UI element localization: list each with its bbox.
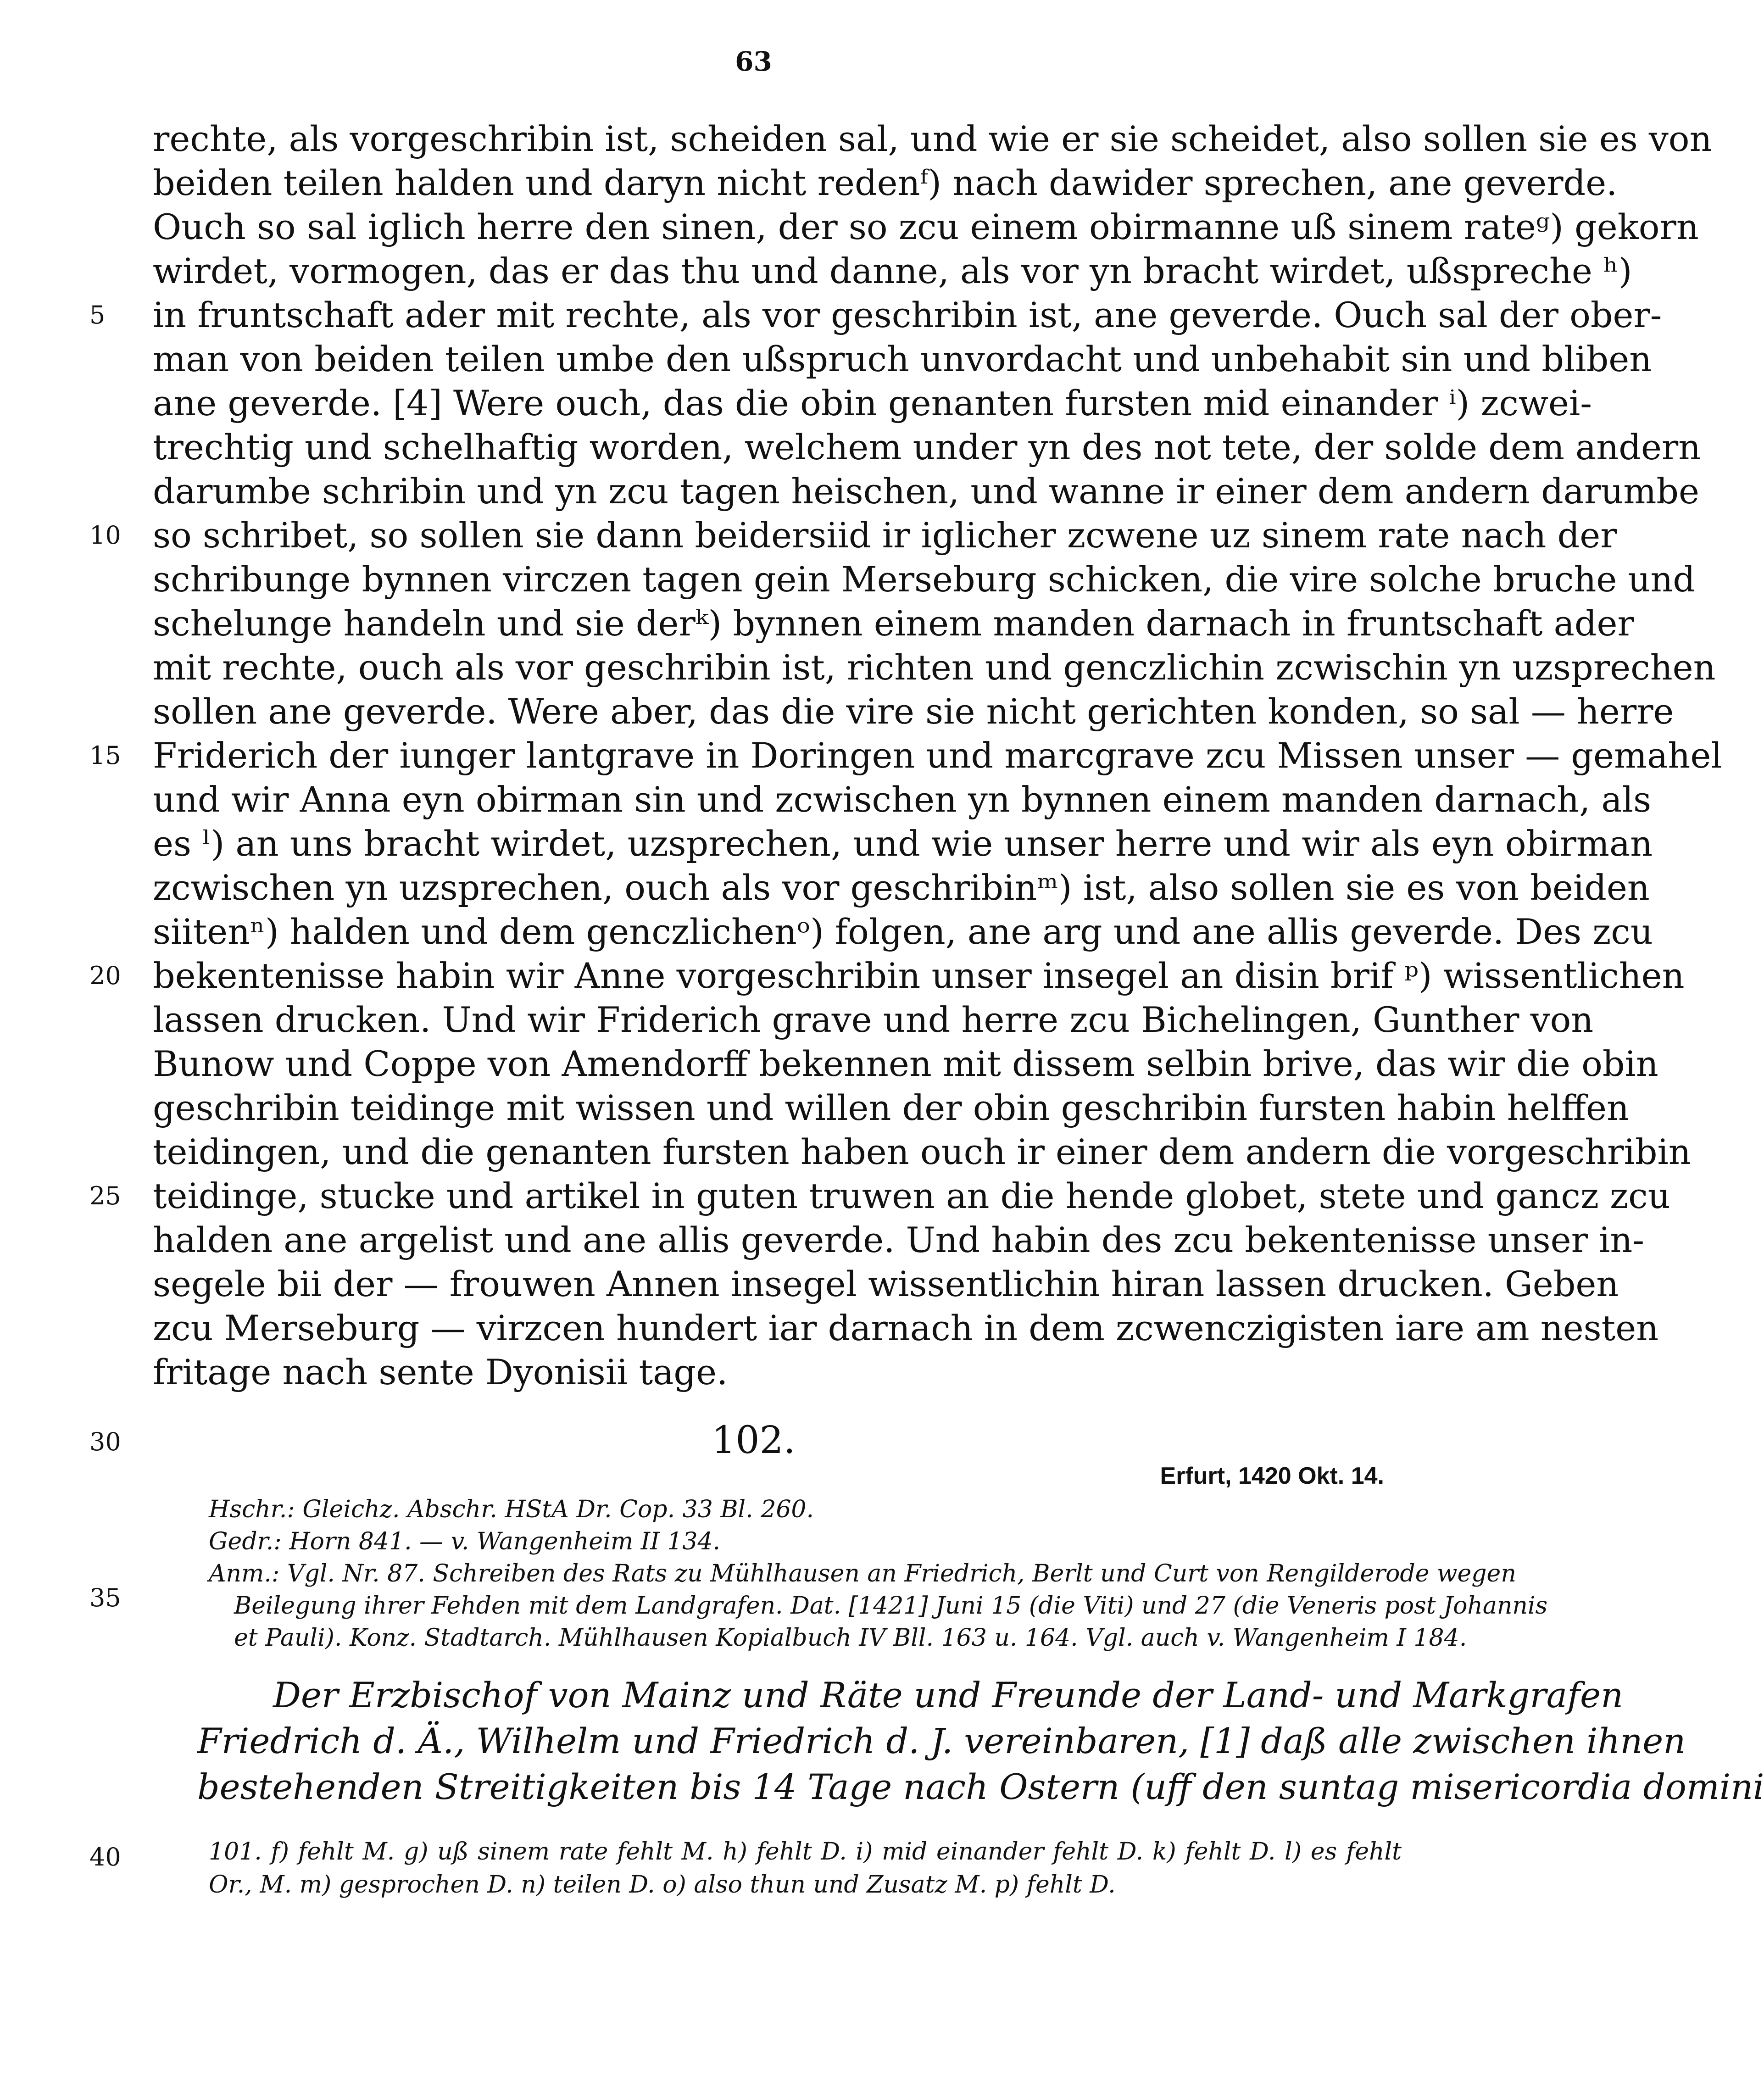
text-line: darumbe schribin und yn zcu tagen heischen, und wanne ir einer dem andern darumbe bbox=[153, 471, 1700, 512]
manuscript-note: Hschr.: Gleichz. Abschr. HStA Dr. Cop. 33 Bl. 260. bbox=[209, 1496, 814, 1523]
document-place-date: Erfurt, 1420 Okt. 14. bbox=[1160, 1463, 1384, 1489]
text-line: bekentenisse habin wir Anne vorgeschribin unser insegel an disin brif ᵖ) wissentlichen bbox=[153, 955, 1685, 996]
text-line: trechtig und schelhaftig worden, welchem under yn des not tete, der solde dem andern bbox=[153, 427, 1701, 468]
text-line: rechte, als vorgeschribin ist, scheiden sal, und wie er sie scheidet, also sollen sie es von bbox=[153, 118, 1712, 159]
text-line: beiden teilen halden und daryn nicht redenᶠ) nach dawider sprechen, ane geverde. bbox=[153, 162, 1618, 203]
footnote-line: 101. f) fehlt M. g) uß sinem rate fehlt M. h) fehlt D. i) mid einander fehlt D. k) fehlt D. l) es fehlt bbox=[209, 1838, 1402, 1865]
text-line: so schribet, so sollen sie dann beidersiid ir iglicher zcwene uz sinem rate nach der bbox=[153, 515, 1617, 556]
text-line: zcwischen yn uzsprechen, ouch als vor geschribinᵐ) ist, also sollen sie es von beiden bbox=[153, 867, 1650, 908]
line-number: 35 bbox=[89, 1583, 121, 1612]
text-line: schribunge bynnen virczen tagen gein Merseburg schicken, die vire solche bruche und bbox=[153, 559, 1696, 600]
text-line: in fruntschaft ader mit rechte, als vor geschribin ist, ane geverde. Ouch sal der ober- bbox=[153, 295, 1662, 335]
text-line: segele bii der — frouwen Annen insegel wissentlichin hiran lassen drucken. Geben bbox=[153, 1264, 1619, 1304]
text-line: Bunow und Coppe von Amendorff bekennen mit dissem selbin brive, das wir die obin bbox=[153, 1043, 1658, 1084]
summary-line: bestehenden Streitigkeiten bis 14 Tage nach Ostern (uff den suntag misericordia domini bbox=[197, 1766, 1764, 1807]
text-line: Friderich der iunger lantgrave in Doringen und marcgrave zcu Missen unser — gemahel bbox=[153, 735, 1722, 776]
line-number: 20 bbox=[89, 961, 121, 990]
text-line: teidinge, stucke und artikel in guten truwen an die hende globet, stete und gancz zcu bbox=[153, 1175, 1670, 1216]
text-line: fritage nach sente Dyonisii tage. bbox=[153, 1352, 728, 1392]
text-line: halden ane argelist und ane allis geverde. Und habin des zcu bekentenisse unser in- bbox=[153, 1219, 1645, 1260]
annotation-line: et Pauli). Konz. Stadtarch. Mühlhausen Kopialbuch IV Bll. 163 u. 164. Vgl. auch v. Wangenheim I 184. bbox=[234, 1624, 1467, 1652]
text-line: sollen ane geverde. Were aber, das die vire sie nicht gerichten konden, so sal — herre bbox=[153, 691, 1674, 732]
page-number: 63 bbox=[735, 46, 772, 77]
text-line: zcu Merseburg — virzcen hundert iar darnach in dem zcwenczigisten iare am nesten bbox=[153, 1308, 1659, 1348]
text-line: mit rechte, ouch als vor geschribin ist, richten und genczlichin zcwischin yn uzsprechen bbox=[153, 647, 1716, 688]
text-line: man von beiden teilen umbe den ußspruch unvordacht und unbehabit sin und bliben bbox=[153, 339, 1652, 379]
printed-note: Gedr.: Horn 841. — v. Wangenheim II 134. bbox=[209, 1528, 721, 1555]
line-number: 10 bbox=[89, 521, 121, 550]
annotation-line: Anm.: Vgl. Nr. 87. Schreiben des Rats zu Mühlhausen an Friedrich, Berlt und Curt von Rengilderode wegen bbox=[209, 1560, 1516, 1587]
text-line: geschribin teidinge mit wissen und willen der obin geschribin fursten habin helffen bbox=[153, 1087, 1629, 1128]
text-line: und wir Anna eyn obirman sin und zcwischen yn bynnen einem manden darnach, als bbox=[153, 779, 1652, 820]
text-line: teidingen, und die genanten fursten haben ouch ir einer dem andern die vorgeschribin bbox=[153, 1131, 1691, 1172]
text-line: siitenⁿ) halden und dem genczlichenᵒ) folgen, ane arg und ane allis geverde. Des zcu bbox=[153, 911, 1653, 952]
text-line: lassen drucken. Und wir Friderich grave und herre zcu Bichelingen, Gunther von bbox=[153, 999, 1594, 1040]
line-number: 15 bbox=[89, 741, 121, 770]
footnote-line: Or., M. m) gesprochen D. n) teilen D. o) also thun und Zusatz M. p) fehlt D. bbox=[209, 1871, 1116, 1899]
text-line: schelunge handeln und sie derᵏ) bynnen einem manden darnach in fruntschaft ader bbox=[153, 603, 1634, 644]
summary-line: Friedrich d. Ä., Wilhelm und Friedrich d. J. vereinbaren, [1] daß alle zwischen ihnen bbox=[197, 1721, 1686, 1761]
annotation-line: Beilegung ihrer Fehden mit dem Landgrafen. Dat. [1421] Juni 15 (die Viti) und 27 (die Veneris post Johannis bbox=[234, 1592, 1548, 1620]
line-number: 40 bbox=[89, 1843, 121, 1871]
text-line: wirdet, vormogen, das er das thu und danne, als vor yn bracht wirdet, ußspreche ʰ) bbox=[153, 251, 1632, 291]
text-line: ane geverde. [4] Were ouch, das die obin genanten fursten mid einander ⁱ) zcwei- bbox=[153, 383, 1592, 423]
line-number: 30 bbox=[89, 1427, 121, 1456]
text-line: es ˡ) an uns bracht wirdet, uzsprechen, und wie unser herre und wir als eyn obirman bbox=[153, 823, 1653, 864]
text-line: Ouch so sal iglich herre den sinen, der so zcu einem obirmanne uß sinem rateᵍ) gekorn bbox=[153, 206, 1699, 247]
summary-line: Der Erzbischof von Mainz und Räte und Freunde der Land- und Markgrafen bbox=[273, 1675, 1624, 1715]
line-number: 25 bbox=[89, 1181, 121, 1210]
document-number: 102. bbox=[712, 1419, 796, 1462]
line-number: 5 bbox=[89, 301, 106, 329]
